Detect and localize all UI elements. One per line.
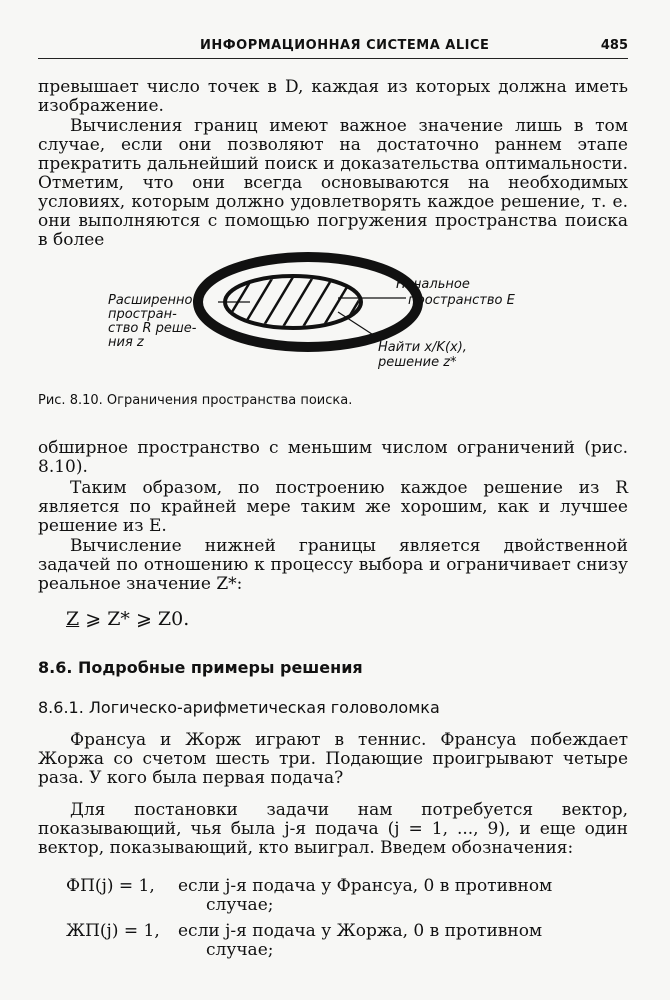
fig-label-right-2: пространство E <box>408 293 515 308</box>
paragraph-2: Вычисления границ имеют важное значение лишь в том случае, если они позволяют на достаточно раннем этапе прекратить дальнейший поиск и доказательства оптимальности. Отметим, что они всегда основываются на необходимых условиях, которым должно удовлетворять каждое решение, т. е. они выполняются с помощью погружения пространства поиска в более <box>38 116 628 250</box>
fig-label-left-2: простран- <box>108 307 177 322</box>
page-number: 485 <box>600 38 628 53</box>
running-title: ИНФОРМАЦИОННАЯ СИСТЕМА ALICE <box>200 38 490 53</box>
formula-rest: ⩾ Z* ⩾ Z0. <box>79 608 190 630</box>
formula-z: Z <box>66 608 80 630</box>
fig-label-bottom-2: решение z* <box>378 355 457 370</box>
paragraph-7: Для постановки задачи нам потребуется вектор, показывающий, чья была j-я подача (j = 1, ..., 9), и еще один вектор, показывающий, кто выиграл. Введем обозначения: <box>38 800 628 858</box>
definition-rhs-cont: случае; <box>206 895 274 915</box>
definition-rhs: если j-я подача у Жоржа, 0 в противном <box>178 921 543 941</box>
figure-caption: Рис. 8.10. Ограничения пространства поиска. <box>38 393 353 408</box>
figure-8-10 <box>38 252 628 382</box>
definition-rhs-cont: случае; <box>206 940 274 960</box>
paragraph-6: Франсуа и Жорж играют в теннис. Франсуа побеждает Жоржа со счетом шесть три. Подающие проигрывают четыре раза. У кого была первая подача? <box>38 730 628 788</box>
leader-bottom <box>338 312 378 338</box>
paragraph-4: Таким образом, по построению каждое решение из R является по крайней мере таким же хорошим, как и лучшее решение из E. <box>38 478 628 536</box>
book-page <box>38 0 628 1000</box>
definition-lhs: ЖП(j) = 1, <box>66 921 160 941</box>
fig-label-left-1: Расширенное <box>108 293 201 308</box>
fig-label-left-3: ство R реше- <box>108 321 197 336</box>
fig-label-right-1: Начальное <box>396 277 470 292</box>
definition-lhs: ФП(j) = 1, <box>66 876 155 896</box>
inequality-formula <box>66 608 189 630</box>
fig-label-left-4: ния z <box>108 335 144 350</box>
paragraph-1: превышает число точек в D, каждая из которых должна иметь изображение. <box>38 77 628 116</box>
paragraph-3: обширное пространство с меньшим числом ограничений (рис. 8.10). <box>38 438 628 477</box>
section-heading: 8.6. Подробные примеры решения <box>38 658 363 677</box>
definition-rhs: если j-я подача у Франсуа, 0 в противном <box>178 876 553 896</box>
subsection-heading: 8.6.1. Логическо-арифметическая головоломка <box>38 698 440 717</box>
paragraph-5: Вычисление нижней границы является двойственной задачей по отношению к процессу выбора и ограничивает снизу реальное значение Z*: <box>38 536 628 594</box>
running-header <box>38 36 628 59</box>
fig-label-bottom-1: Найти x/K(x), <box>378 340 467 355</box>
